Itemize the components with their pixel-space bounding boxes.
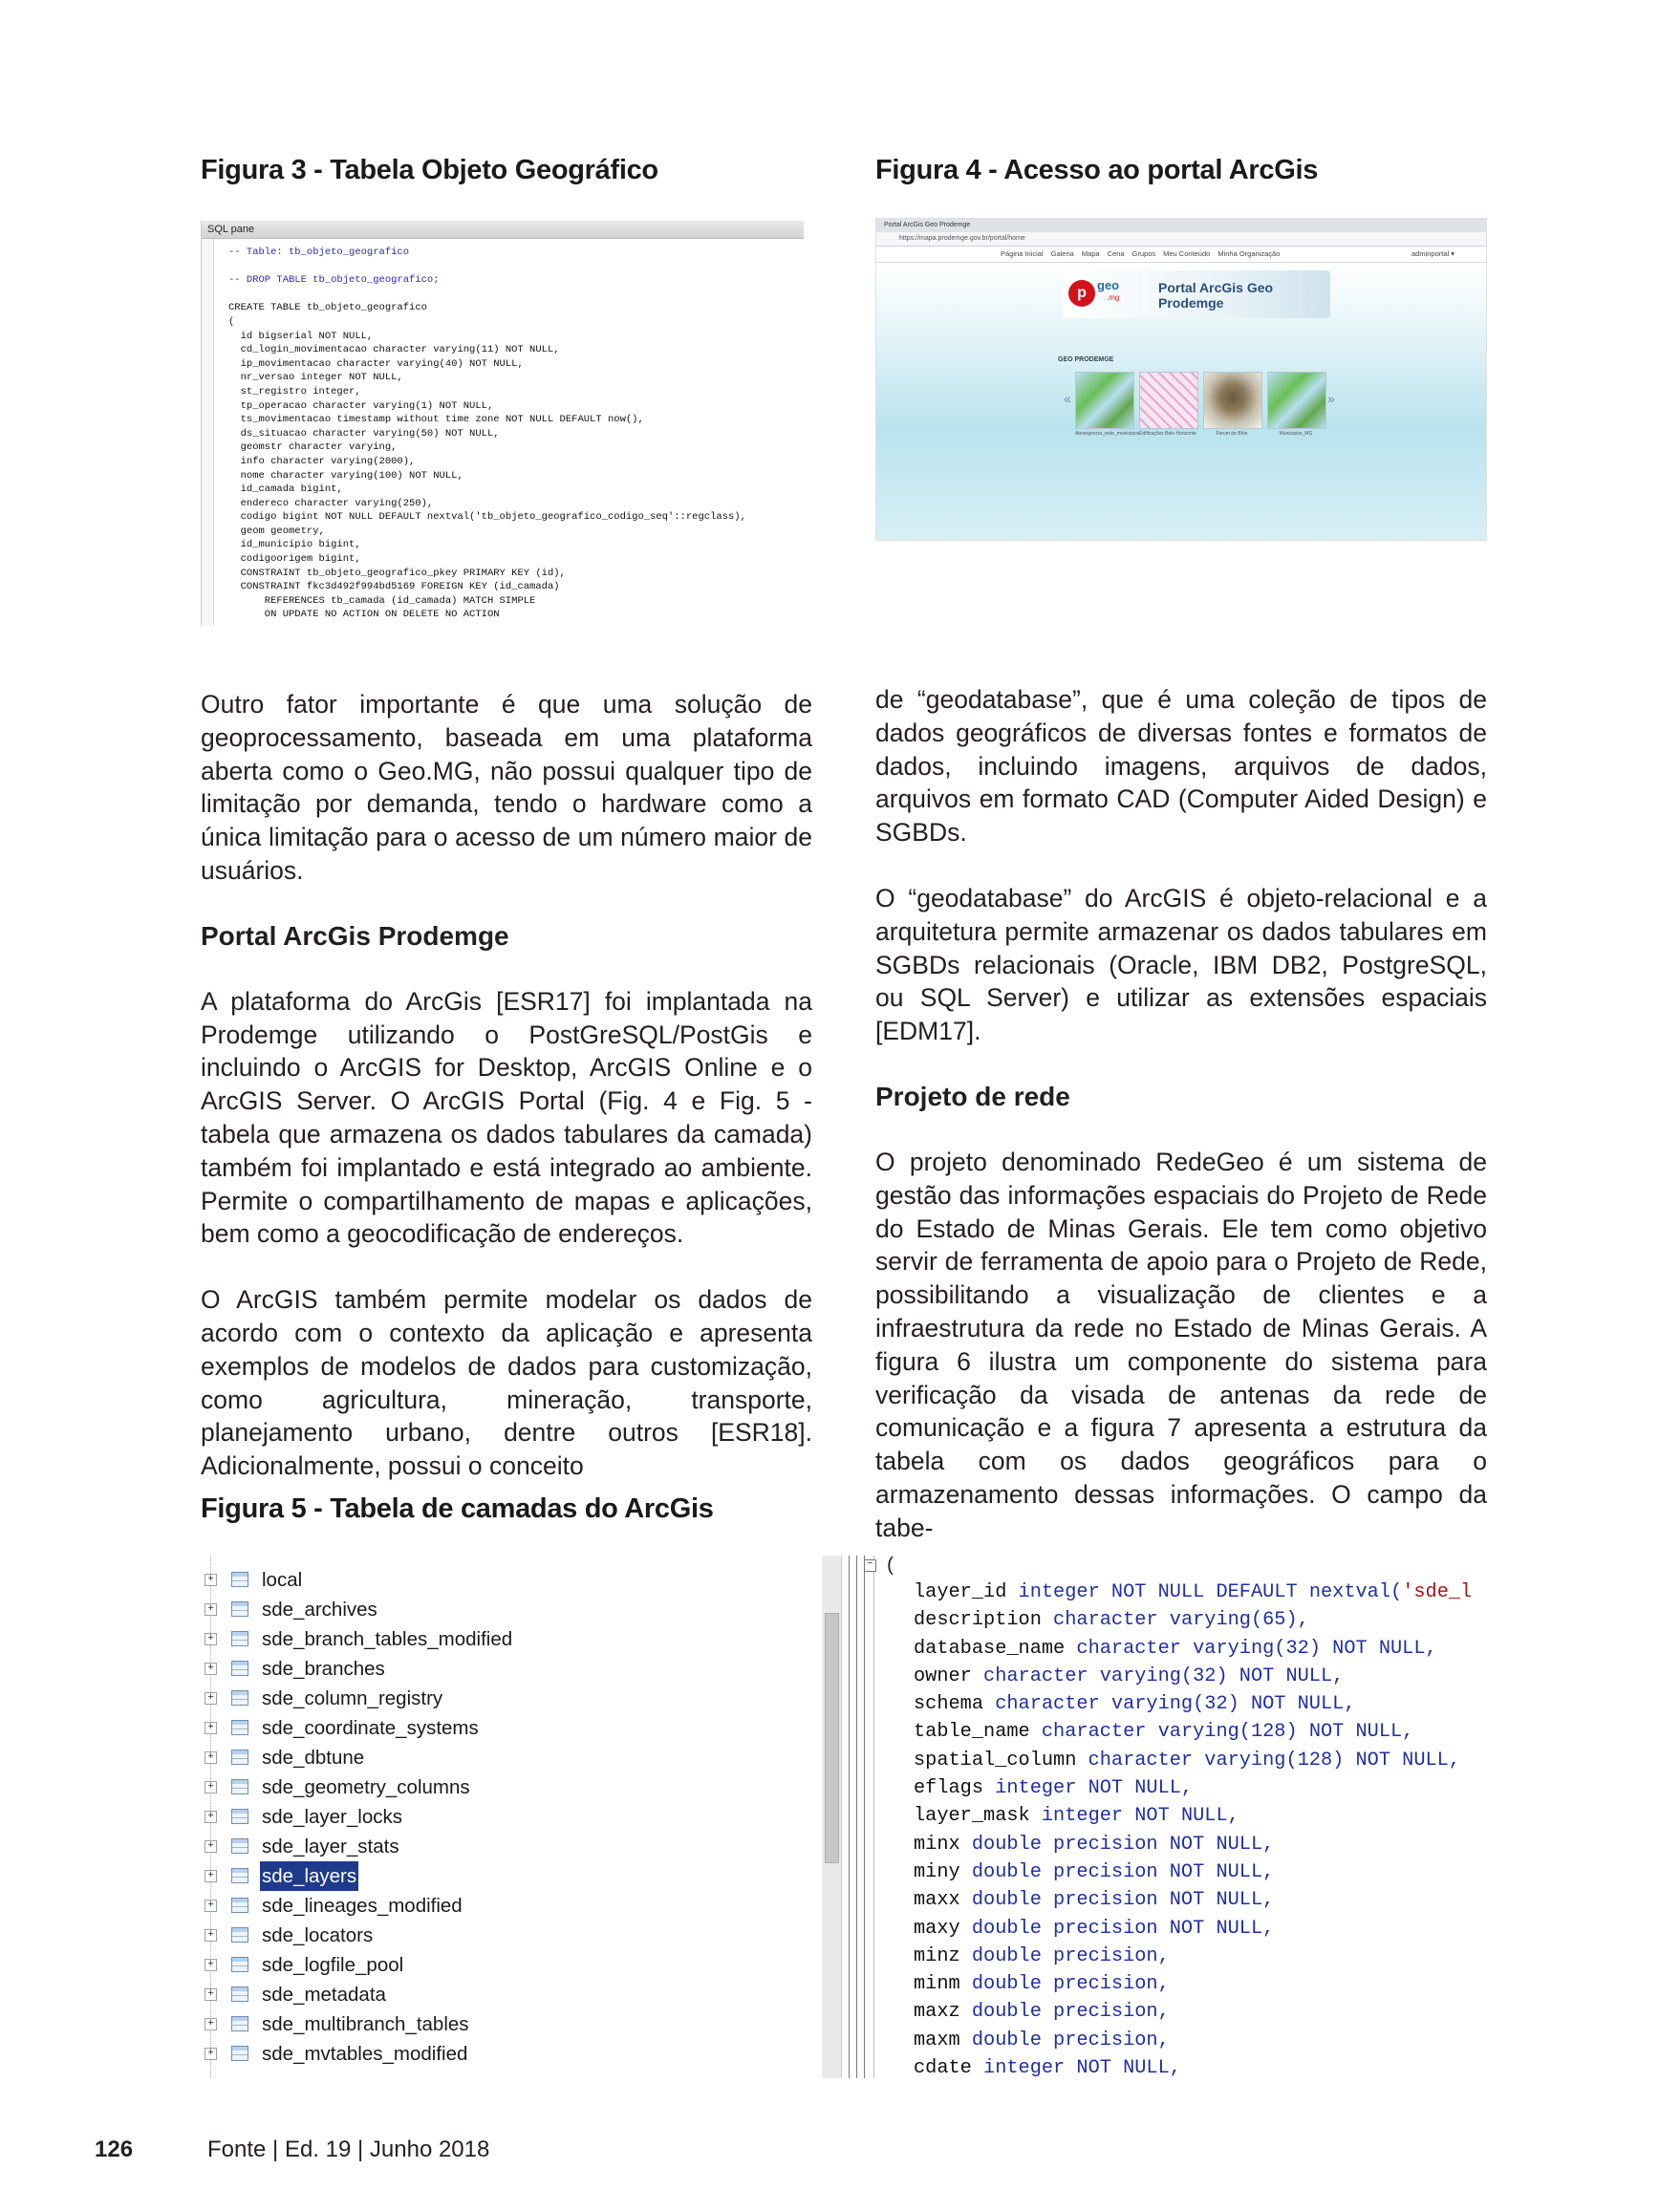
- figure-5-title: Figura 5 - Tabela de camadas do ArcGis: [201, 1493, 714, 1524]
- table-icon: [231, 1720, 248, 1735]
- column-type: double precision NOT NULL,: [959, 1917, 1275, 1940]
- code-line: [914, 1802, 1472, 1830]
- code-line: ON UPDATE NO ACTION ON DELETE NO ACTION: [228, 609, 500, 621]
- paragraph: A plataforma do ArcGis [ESR17] foi implantada na Prodemge utilizando o PostGreSQL/PostGis e incluindo o ArcGIS for Desktop, ArcGIS Online e o ArcGIS Server. O ArcGIS Portal (Fig. 4 e Fig. 5 - tabela que armazena os dados tabulares da camada) também foi implantado e está integrado ao ambiente. Permite o compartilhamento de mapas e aplicações, bem como a geocodificação de endereços.: [201, 986, 812, 1249]
- code-line: REFERENCES tb_camada (id_camada) MATCH SIMPLE: [228, 594, 536, 607]
- thumb-caption: Municípios_MG: [1279, 431, 1313, 437]
- expand-icon[interactable]: +: [205, 1603, 217, 1616]
- scrollbar-thumb[interactable]: [825, 1613, 839, 1863]
- chevron-right-icon[interactable]: »: [1327, 391, 1335, 406]
- code-line: [228, 288, 746, 302]
- portal-nav-item[interactable]: Grupos: [1131, 249, 1156, 258]
- table-icon: [231, 1631, 248, 1646]
- code-line: [914, 1606, 1472, 1634]
- code-line: tp_operacao character varying(1) NOT NULL,: [228, 399, 494, 412]
- code-line: codigo bigint NOT NULL DEFAULT nextval('tb_objeto_geografico_codigo_seq'::regclass),: [228, 511, 746, 524]
- code-line: [914, 1970, 1472, 1998]
- column-name: schema: [914, 1693, 984, 1716]
- table-icon: [231, 1601, 248, 1617]
- code-line: [914, 1747, 1472, 1774]
- table-icon: [231, 1898, 248, 1913]
- sql-pane-gutter: [202, 239, 214, 626]
- code-line: CREATE TABLE tb_objeto_geografico: [228, 302, 427, 314]
- code-line: codigoorigem bigint,: [228, 553, 361, 566]
- table-icon: [231, 1957, 248, 1972]
- code-line: CONSTRAINT tb_objeto_geografico_pkey PRIMARY KEY (id),: [228, 567, 566, 579]
- figure-3-title: Figura 3 - Tabela Objeto Geográfico: [201, 155, 658, 185]
- column-type: character varying(65),: [1041, 1609, 1309, 1632]
- collapse-icon[interactable]: −: [864, 1559, 876, 1572]
- table-icon: [231, 1572, 248, 1587]
- table-icon: [231, 1809, 248, 1824]
- table-icon: [231, 2046, 248, 2061]
- tree-item-label: sde_dbtune: [262, 1747, 365, 1769]
- tree-item-label: sde_column_registry: [262, 1687, 443, 1709]
- tree-item-label: sde_logfile_pool: [262, 1954, 404, 1976]
- user-menu[interactable]: adminportal ▾: [1411, 249, 1455, 258]
- expand-icon[interactable]: +: [205, 1663, 217, 1675]
- gallery-thumb[interactable]: [1075, 372, 1134, 429]
- table-icon: [231, 1690, 248, 1706]
- tree-item-label: sde_layer_stats: [262, 1836, 399, 1858]
- paragraph: O “geodatabase” do ArcGIS é objeto-relacional e a arquitetura permite armazenar os dados tabulares em SGBDs relacionais (Oracle, IBM DB2, PostgreSQL, ou SQL Server) e utilizar as extensões espaciais [EDM17].: [875, 883, 1487, 1046]
- section-heading: Portal ArcGis Prodemge: [201, 920, 509, 951]
- code-line: (: [228, 315, 235, 328]
- browser-figure: [875, 218, 1487, 541]
- column-type: double precision,: [959, 2001, 1170, 2024]
- code-line: info character varying(2000),: [228, 455, 416, 467]
- tree-item-label: sde_mvtables_modified: [262, 2043, 468, 2065]
- code-line: [914, 2027, 1472, 2054]
- logo-sub: .mg: [1107, 293, 1120, 302]
- publication-info: Fonte | Ed. 19 | Junho 2018: [207, 2137, 490, 2162]
- table-icon: [231, 1868, 248, 1883]
- column-type: double precision,: [959, 2029, 1170, 2051]
- banner-title-line2: Prodemge: [1158, 295, 1224, 311]
- vertical-scrollbar[interactable]: [822, 1556, 842, 2078]
- code-line: [914, 1635, 1472, 1663]
- code-line: [228, 260, 746, 274]
- expand-icon[interactable]: +: [205, 1781, 217, 1793]
- table-icon: [231, 1779, 248, 1794]
- expand-icon[interactable]: +: [205, 1929, 217, 1942]
- code-line: [914, 1858, 1472, 1886]
- tree-item-label: sde_archives: [262, 1599, 377, 1621]
- column-name: description: [914, 1609, 1042, 1632]
- expand-icon[interactable]: +: [205, 1988, 217, 2001]
- geo-logo: p: [1068, 280, 1095, 307]
- table-icon: [231, 1661, 248, 1676]
- portal-nav-item[interactable]: Meu Conteúdo: [1163, 249, 1211, 258]
- paragraph: Outro fator importante é que uma solução de geoprocessamento, baseada em uma plataforma aberta como o Geo.MG, não possui qualquer tipo de limitação por demanda, tendo o hardware como a única limitação para o acesso de um número maior de usuários.: [201, 690, 812, 885]
- code-line: -- Table: tb_objeto_geografico: [228, 247, 410, 258]
- code-line: [914, 1663, 1472, 1690]
- column-type: character varying(32) NOT NULL,: [971, 1664, 1345, 1687]
- column-name: spatial_column: [914, 1749, 1077, 1772]
- code-line: [914, 1915, 1472, 1943]
- column-type: character varying(128) NOT NULL,: [1076, 1749, 1461, 1772]
- code-line: id bigserial NOT NULL,: [228, 330, 374, 342]
- tree-item-label: sde_metadata: [262, 1984, 386, 2006]
- column-type: character varying(32) NOT NULL,: [1065, 1637, 1437, 1660]
- code-line: geom geometry,: [228, 525, 325, 537]
- column-type: integer NOT NULL DEFAULT nextval(: [1006, 1581, 1403, 1603]
- portal-nav-item[interactable]: Minha Organização: [1217, 249, 1281, 258]
- expand-icon[interactable]: +: [205, 1870, 217, 1882]
- open-paren: (: [885, 1556, 897, 1578]
- table-icon: [231, 1927, 248, 1943]
- code-line: id_municipio bigint,: [228, 539, 361, 551]
- paragraph: O projeto denominado RedeGeo é um sistema de gestão das informações espaciais do Projeto de Rede do Estado de Minas Gerais. Ele tem como objetivo servir de ferramenta de apoio para o Projeto de Rede, possibilitando a visualização de clientes e a infraestrutura da rede no Estado de Minas Gerais. A figura 6 ilustra um componente do sistema para verificação da visada de antenas da rede de comunicação e a figura 7 apresenta a estrutura da tabela com os dados geográficos para o armazenamento dessas informações. O campo da tabe-: [875, 1147, 1487, 1542]
- column-type: double precision NOT NULL,: [959, 1860, 1275, 1883]
- column-type: integer NOT NULL,: [983, 1777, 1194, 1800]
- gutter-line: [856, 1556, 857, 2078]
- column-type: double precision NOT NULL,: [959, 1889, 1275, 1912]
- gallery-thumb[interactable]: [1267, 372, 1326, 429]
- expand-icon[interactable]: +: [205, 2048, 217, 2060]
- column-name: minm: [914, 1973, 960, 1996]
- column-type: character varying(32) NOT NULL,: [983, 1693, 1356, 1716]
- chevron-left-icon[interactable]: «: [1064, 391, 1071, 406]
- tree-item-label: sde_layers: [260, 1861, 358, 1891]
- gallery-label: GEO PRODEMGE: [1058, 356, 1114, 363]
- code-line: ts_movimentacao timestamp without time zone NOT NULL DEFAULT now(),: [228, 414, 644, 426]
- column-name: miny: [914, 1860, 960, 1883]
- page-number: 126: [95, 2137, 134, 2162]
- code-line: nr_versao integer NOT NULL,: [228, 372, 403, 384]
- code-line: ip_movimentacao character varying(40) NOT NULL,: [228, 357, 524, 370]
- portal-nav-item[interactable]: Galeria: [1050, 249, 1074, 258]
- right-column: [875, 683, 1487, 1578]
- paragraph: O ArcGIS também permite modelar os dados de acordo com o contexto da aplicação e apresenta exemplos de modelos de dados para customização, como agricultura, mineração, transporte, planejamento urbano, dentre outros [ESR18]. Adicionalmente, possui o conceito: [201, 1285, 812, 1481]
- gutter-line: [849, 1556, 850, 2078]
- column-type: integer NOT NULL,: [1029, 1805, 1239, 1828]
- tree-item-label: sde_branch_tables_modified: [262, 1628, 513, 1650]
- code-line: ds_situacao character varying(50) NOT NULL,: [228, 427, 500, 440]
- expand-icon[interactable]: +: [205, 1900, 217, 1912]
- string-literal: 'sde_l: [1402, 1581, 1473, 1603]
- code-line: st_registro integer,: [228, 385, 361, 397]
- expand-icon[interactable]: +: [205, 1722, 217, 1734]
- expand-icon[interactable]: +: [205, 1959, 217, 1971]
- left-column: [201, 688, 812, 1515]
- gallery-thumb[interactable]: [1139, 372, 1198, 429]
- column-name: maxy: [914, 1917, 960, 1940]
- thumb-caption: Abrangencia_rede_municipios: [1075, 431, 1140, 437]
- tree-item-label: sde_multibranch_tables: [262, 2013, 469, 2035]
- code-line: [914, 1578, 1472, 1606]
- code-line: [914, 1998, 1472, 2026]
- portal-nav-item[interactable]: Página Inicial: [1001, 249, 1044, 258]
- gutter-line: [864, 1556, 865, 2078]
- code-line: [914, 1831, 1472, 1858]
- column-name: table_name: [914, 1721, 1030, 1744]
- logo-text: geo: [1097, 278, 1120, 292]
- table-icon: [231, 1750, 248, 1765]
- code-gutter: [843, 1556, 874, 2078]
- column-type: integer NOT NULL,: [971, 2057, 1181, 2078]
- code-line: nome character varying(100) NOT NULL,: [228, 469, 463, 482]
- column-name: minx: [914, 1833, 960, 1856]
- code-line: id_camada bigint,: [228, 483, 343, 496]
- tree-item-label: sde_locators: [262, 1924, 374, 1946]
- column-name: layer_id: [914, 1581, 1007, 1603]
- column-name: owner: [914, 1664, 972, 1687]
- column-name: layer_mask: [914, 1805, 1030, 1828]
- expand-icon[interactable]: +: [205, 1633, 217, 1645]
- code-line: [914, 2054, 1472, 2078]
- layers-code: [914, 1578, 1472, 2078]
- address-bar[interactable]: https://mapa.prodemge.gov.br/portal/home: [876, 232, 1486, 247]
- sql-pane-figure: [201, 221, 804, 626]
- column-name: database_name: [914, 1637, 1066, 1660]
- column-name: eflags: [914, 1777, 984, 1800]
- tree-item-label: sde_branches: [262, 1658, 385, 1680]
- code-line: endereco character varying(250),: [228, 497, 434, 509]
- tree-item-label: sde_geometry_columns: [262, 1776, 470, 1798]
- portal-nav-item[interactable]: Mapa: [1081, 249, 1100, 258]
- portal-banner: [1063, 270, 1330, 318]
- code-line: [914, 1943, 1472, 1970]
- expand-icon[interactable]: +: [205, 1751, 217, 1764]
- column-name: maxx: [914, 1889, 960, 1912]
- browser-tab[interactable]: Portal ArcGis Geo Prodemge: [876, 219, 1486, 232]
- thumb-caption: Forum de Bhte: [1216, 431, 1248, 437]
- portal-home: [876, 263, 1486, 540]
- layers-code-figure: [822, 1556, 1485, 2078]
- table-icon: [231, 1838, 248, 1854]
- expand-icon[interactable]: +: [205, 1811, 217, 1823]
- banner-title: [1158, 280, 1273, 311]
- figure-4-title: Figura 4 - Acesso ao portal ArcGis: [875, 155, 1319, 185]
- expand-icon[interactable]: +: [205, 1692, 217, 1705]
- thumb-caption: Edificações Belo Horizonte: [1139, 431, 1196, 437]
- column-name: minz: [914, 1944, 960, 1967]
- tree-item-label: sde_lineages_modified: [262, 1895, 463, 1917]
- portal-nav-item[interactable]: Cena: [1107, 249, 1125, 258]
- banner-title-line1: Portal ArcGis Geo: [1158, 280, 1274, 295]
- gallery-thumb[interactable]: [1203, 372, 1262, 429]
- code-line: cd_login_movimentacao character varying(11) NOT NULL,: [228, 344, 560, 356]
- section-heading: Projeto de rede: [875, 1081, 1070, 1111]
- sql-pane-header: SQL pane: [202, 221, 804, 239]
- tree-item-label: sde_coordinate_systems: [262, 1717, 479, 1739]
- column-type: double precision,: [959, 1944, 1170, 1967]
- code-line: [914, 1886, 1472, 1914]
- table-icon: [231, 1987, 248, 2002]
- code-line: [914, 1718, 1472, 1746]
- tree-item-label: sde_layer_locks: [262, 1806, 402, 1828]
- sql-code: [228, 246, 746, 622]
- column-type: double precision NOT NULL,: [959, 1833, 1275, 1856]
- paragraph: de “geodatabase”, que é uma coleção de tipos de dados geográficos de diversas fontes e formatos de dados, incluindo imagens, arquivos de dados, arquivos em formato CAD (Computer Aided Design) e SGBDs.: [875, 685, 1487, 848]
- column-type: character varying(128) NOT NULL,: [1029, 1721, 1414, 1744]
- column-name: maxz: [914, 2001, 960, 2024]
- column-name: cdate: [914, 2057, 972, 2078]
- table-icon: [231, 2016, 248, 2031]
- column-type: double precision,: [959, 1973, 1170, 1996]
- code-line: geomstr character varying,: [228, 441, 398, 454]
- column-name: maxm: [914, 2029, 960, 2051]
- expand-icon[interactable]: +: [205, 1574, 217, 1586]
- expand-icon[interactable]: +: [205, 2018, 217, 2030]
- tree-item-label: local: [262, 1569, 303, 1591]
- code-line: [914, 1774, 1472, 1802]
- code-line: [914, 1690, 1472, 1718]
- expand-icon[interactable]: +: [205, 1840, 217, 1853]
- table-tree: [201, 1556, 812, 2078]
- code-line: CONSTRAINT fkc3d492f994bd5169 FOREIGN KEY (id_camada): [228, 581, 560, 593]
- code-line: -- DROP TABLE tb_objeto_geografico;: [228, 274, 440, 287]
- portal-nav: [876, 247, 1486, 263]
